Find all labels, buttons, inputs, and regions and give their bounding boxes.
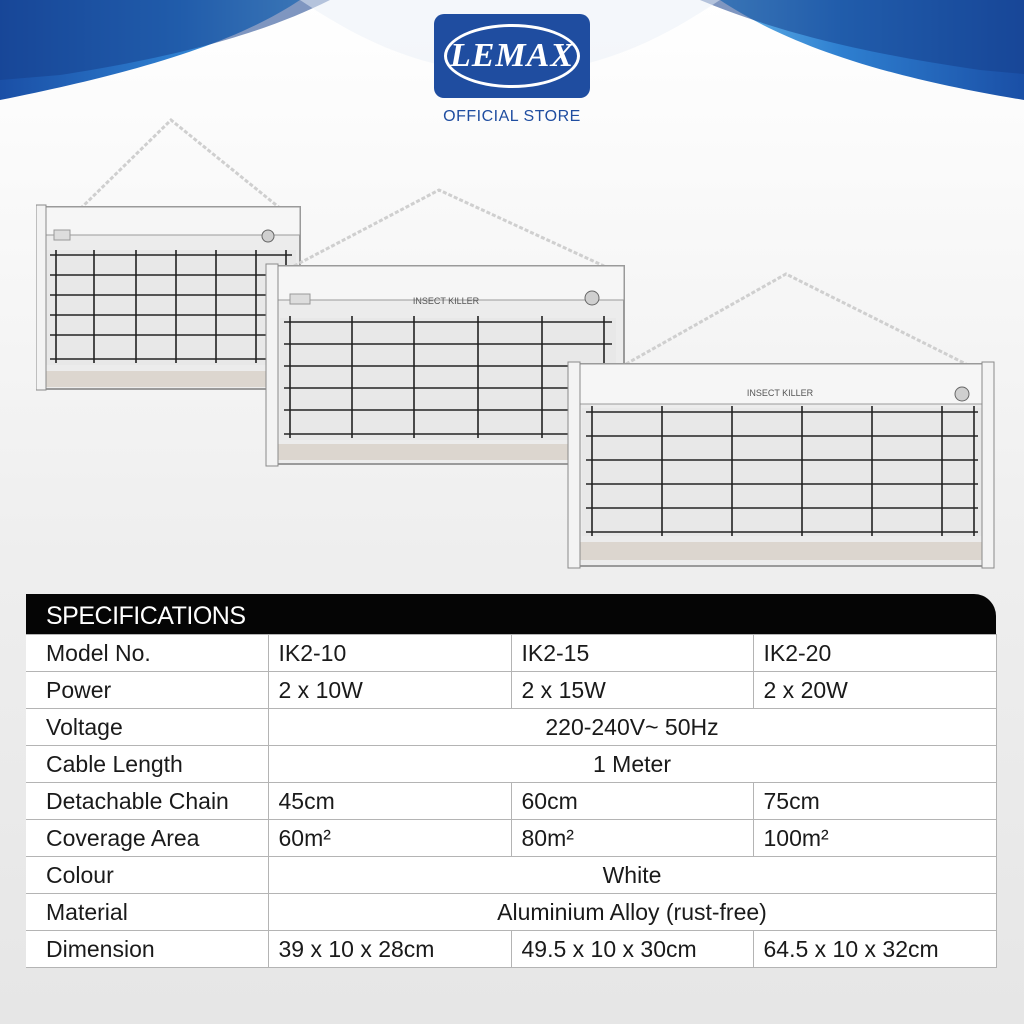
spec-value: IK2-15 xyxy=(511,635,753,672)
spec-label: Colour xyxy=(26,857,268,894)
spec-row-chain xyxy=(26,783,996,820)
spec-label: Voltage xyxy=(26,709,268,746)
spec-row-cable-length xyxy=(26,746,996,783)
spec-label: Dimension xyxy=(26,931,268,968)
spec-row-voltage xyxy=(26,709,996,746)
spec-value: 45cm xyxy=(268,783,511,820)
spec-value: 100m² xyxy=(753,820,996,857)
spec-value: 2 x 20W xyxy=(753,672,996,709)
product-front-label: INSECT KILLER xyxy=(746,388,814,398)
spec-value: IK2-10 xyxy=(268,635,511,672)
spec-label: Detachable Chain xyxy=(26,783,268,820)
spec-label: Material xyxy=(26,894,268,931)
spec-value: 75cm xyxy=(753,783,996,820)
spec-value: 2 x 10W xyxy=(268,672,511,709)
lemax-logo xyxy=(434,14,590,98)
spec-value: IK2-20 xyxy=(753,635,996,672)
logo-text: LEMAX xyxy=(449,37,575,74)
specifications-table xyxy=(26,594,996,968)
spec-value: 2 x 15W xyxy=(511,672,753,709)
product-front-label: INSECT KILLER xyxy=(412,296,480,306)
spec-value: 60cm xyxy=(511,783,753,820)
product-image-ik2-20 xyxy=(566,270,996,572)
spec-value: 64.5 x 10 x 32cm xyxy=(753,931,996,968)
spec-label: Coverage Area xyxy=(26,820,268,857)
spec-grid xyxy=(26,634,997,968)
official-store-label: OFFICIAL STORE xyxy=(443,108,581,125)
spec-value: 80m² xyxy=(511,820,753,857)
spec-label: Power xyxy=(26,672,268,709)
spec-value: 39 x 10 x 28cm xyxy=(268,931,511,968)
logo-ellipse xyxy=(444,24,580,88)
spec-row-colour xyxy=(26,857,996,894)
spec-value-merged: 1 Meter xyxy=(268,746,996,783)
spec-value-merged: 220-240V~ 50Hz xyxy=(268,709,996,746)
spec-label: Cable Length xyxy=(26,746,268,783)
specifications-title: SPECIFICATIONS xyxy=(26,594,996,634)
spec-row-coverage xyxy=(26,820,996,857)
spec-value: 49.5 x 10 x 30cm xyxy=(511,931,753,968)
spec-label: Model No. xyxy=(26,635,268,672)
spec-row-dimension xyxy=(26,931,996,968)
spec-row-model xyxy=(26,635,996,672)
spec-row-power xyxy=(26,672,996,709)
spec-row-material xyxy=(26,894,996,931)
spec-value-merged: White xyxy=(268,857,996,894)
spec-value-merged: Aluminium Alloy (rust-free) xyxy=(268,894,996,931)
spec-value: 60m² xyxy=(268,820,511,857)
